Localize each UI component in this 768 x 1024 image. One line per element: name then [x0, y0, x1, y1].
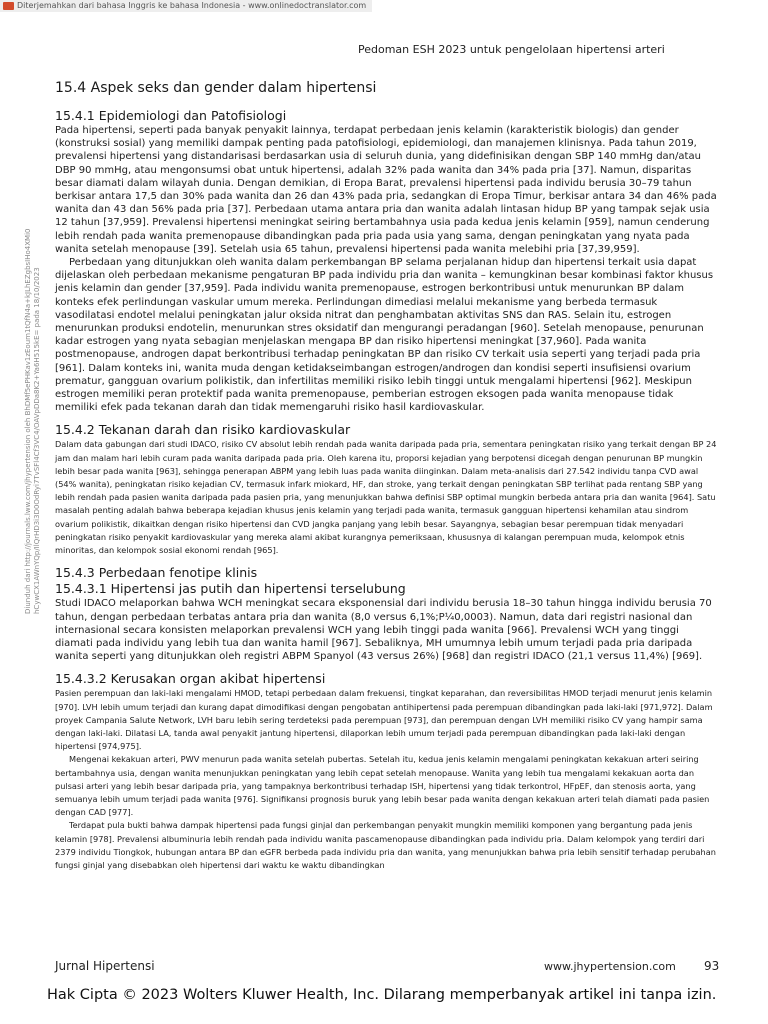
paragraph: Terdapat pula bukti bahwa dampak hipertensi pada fungsi ginjal dan perkembangan penyakit mungkin memiliki komponen yang bergantung pada jenis kelamin [978]. Prevalensi albuminuria lebih rendah pada individu wanita pascamenopause dibandingkan pada individu pria. Dalam kelompok yang terdiri dari 2379 individu Tiongkok, hubungan antara BP dan eGFR berbeda pada individu pria dan wanita, yang menunjukkan bahwa pria lebih sensitif terhadap perubahan fungsi ginjal yang disebabkan oleh hipertensi dari waktu ke waktu dibandingkan	[55, 820, 716, 870]
subsubsection-title: 15.4.3.2 Kerusakan organ akibat hipertensi	[55, 671, 326, 687]
article-body	[55, 78, 717, 872]
download-note: Diunduh dari http://journals.lww.com/jhypertension oleh BhDMf5ePHKav1zEoum1tQfN4a+kJLhEZgbsIHo4XMi0 hCywCX1AWnYQp/IlQrHD3i3D0OdRyi7TvSFl4Cf3VC4/OAVpDDa8K2+Ya6H515kE= pada 18/10/2023	[24, 228, 41, 614]
subsection-title: 15.4.2 Tekanan darah dan risiko kardiovaskular	[55, 422, 351, 438]
paragraph: Pada hipertensi, seperti pada banyak penyakit lainnya, terdapat perbedaan jenis kelamin (karakteristik biologis) dan gender (konstruksi sosial) yang memiliki dampak penting pada patofisiologi, epidemiologi, dan manajemen klinisnya. Pada tahun 2019, prevalensi hipertensi yang distandarisasi berdasarkan usia di seluruh dunia, yang didefinisikan dengan SBP 140 mmHg dan/atau DBP 90 mmHg, atau mengonsumsi obat untuk hipertensi, adalah 32% pada wanita dan 34% pada pria [37]. Namun, disparitas besar diamati dalam wilayah dunia. Dengan demikian, di Eropa Barat, prevalensi hipertensi pada individu berusia 30–79 tahun berkisar antara 17,5 dan 30% pada wanita dan 26 dan 43% pada pria, sedangkan di Eropa Timur, berkisar antara 34 dan 46% pada wanita dan 43 dan 56% pada pria [37]. Perbedaan utama antara pria dan wanita adalah lintasan hidup BP yang tampak sejak usia 12 tahun [37,959]. Prevalensi hipertensi meningkat seiring bertambahnya usia pada kedua jenis kelamin [959], namun cenderung lebih rendah pada wanita premenopause dibandingkan pada pria pada usia yang sama, dengan peningkatan yang nyata pada wanita setelah menopause [39]. Setelah usia 65 tahun, prevalensi hipertensi pada wanita melebihi pria [37,39,959].	[55, 125, 717, 255]
section-title: 15.4 Aspek seks dan gender dalam hipertensi	[55, 80, 377, 96]
footer-journal-url[interactable]: www.jhypertension.com	[544, 960, 676, 973]
paragraph: Pasien perempuan dan laki-laki mengalami HMOD, tetapi perbedaan dalam frekuensi, tingkat keparahan, dan reversibilitas HMOD terjadi menurut jenis kelamin [970]. LVH lebih umum terjadi dan kurang dapat dimodifikasi dengan pengobatan antihipertensi pada perempuan dibandingkan pada laki-laki [971,972]. Dalam proyek Campania Salute Network, LVH baru lebih sering terdeteksi pada perempuan [973], dan perempuan dengan LVH memiliki risiko CV yang hampir sama dengan laki-laki. Dilatasi LA, tanda awal penyakit jantung hipertensi, dilaporkan lebih umum terjadi pada perempuan dibandingkan pada laki-laki dengan hipertensi [974,975].	[55, 688, 713, 752]
paragraph: Dalam data gabungan dari studi IDACO, risiko CV absolut lebih rendah pada wanita daripada pada pria, sementara peningkatan risiko yang terkait dengan BP 24 jam dan malam hari lebih curam pada wanita daripada pada pria. Oleh karena itu, proporsi kejadian yang berpotensi dicegah dengan penurunan BP mungkin lebih besar pada wanita [963], sehingga penerapan ABPM yang lebih luas pada wanita diinginkan. Dalam meta-analisis dari 27.542 individu tanpa CVD awal (54% wanita), peningkatan risiko kejadian CV, termasuk infark miokard, HF, dan stroke, yang terkait dengan peningkatan SBP terlihat pada rentang SBP yang lebih rendah pada pasien wanita daripada pada pasien pria, yang menunjukkan bahwa definisi SBP optimal mungkin berbeda antara pria dan wanita [964]. Satu masalah penting adalah bahwa beberapa kejadian khusus jenis kelamin yang terjadi pada wanita, termasuk gangguan hipertensi kehamilan atau sindrom ovarium polikistik, dikaitkan dengan risiko hipertensi dan CVD jangka panjang yang lebih besar. Sayangnya, sebagian besar perempuan tidak menyadari peningkatan risiko penyakit kardiovaskular yang mereka alami akibat kurangnya pemeriksaan, khususnya di kalangan perempuan muda, kelompok etnis minoritas, dan kelompok sosial ekonomi rendah [965].	[55, 439, 717, 556]
page-number: 93	[704, 959, 720, 973]
paragraph: Studi IDACO melaporkan bahwa WCH meningkat secara eksponensial dari individu berusia 18–30 tahun hingga individu berusia 70 tahun, dengan perbedaan terbatas antara pria dan wanita (8,0 versus 6,1%;P¼0,0003). Namun, data dari registri nasional dan internasional secara konsisten melaporkan prevalensi WCH yang lebih tinggi pada wanita [966]. Prevalensi WCH yang tinggi diamati pada individu yang lebih tua dan wanita hamil [967]. Sebaliknya, MH umumnya lebih umum terjadi pada pria daripada wanita seperti yang ditunjukkan oleh registri ABPM Spanyol (43 versus 26%) [968] dan registri IDACO (21,1 versus 11,4%) [969].	[55, 598, 712, 663]
paragraph: Mengenai kekakuan arteri, PWV menurun pada wanita setelah pubertas. Setelah itu, kedua jenis kelamin mengalami peningkatan kekakuan arteri seiring bertambahnya usia, dengan wanita menunjukkan peningkatan yang lebih cepat setelah menopause. Wanita yang lebih tua mengalami kekakuan aorta dan pulsasi arteri yang lebih besar daripada pria, yang tampaknya berkontribusi terhadap ISH, hipertensi yang tidak terkontrol, HFpEF, dan stenosis aorta, yang semuanya lebih umum terjadi pada wanita [976]. Signifikansi prognosis buruk yang lebih besar pada wanita dengan kekakuan arteri telah diamati pada pasien dengan CAD [977].	[55, 754, 710, 818]
translation-banner[interactable]	[0, 0, 372, 12]
subsubsection-title: 15.4.3.1 Hipertensi jas putih dan hipertensi terselubung	[55, 581, 406, 597]
translator-logo-icon	[3, 2, 14, 10]
copyright-notice: Hak Cipta © 2023 Wolters Kluwer Health, Inc. Dilarang memperbanyak artikel ini tanpa izin.	[47, 987, 717, 1003]
subsection-title: 15.4.3 Perbedaan fenotipe klinis	[55, 565, 258, 581]
translation-banner-text[interactable]: Diterjemahkan dari bahasa Inggris ke bahasa Indonesia - www.onlinedoctranslator.com	[17, 1, 367, 10]
paragraph: Perbedaan yang ditunjukkan oleh wanita dalam perkembangan BP selama perjalanan hidup dan hipertensi terkait usia dapat dijelaskan oleh perbedaan mekanisme pengaturan BP pada individu pria dan wanita – kemungkinan besar kombinasi faktor khusus jenis kelamin dan gender [37,959]. Pada individu wanita premenopause, estrogen berkontribusi untuk menurunkan BP dalam konteks efek perlindungan vaskular umum mereka. Perlindungan dimediasi melalui mekanisme yang berbeda termasuk vasodilatasi endotel melalui peningkatan jalur oksida nitrat dan penghambatan aktivitas SNS dan RAS. Selain itu, estrogen menurunkan produksi endotelin, menurunkan stres oksidatif dan mengurangi peradangan [960]. Setelah menopause, penurunan kadar estrogen yang nyata sebagian menjelaskan mengapa BP dan risiko hipertensi meningkat [37,960]. Pada wanita postmenopause, androgen dapat berkontribusi terhadap peningkatan BP dan risiko CV terkait usia seperti yang terjadi pada pria [961]. Dalam konteks ini, wanita muda dengan ketidakseimbangan estrogen/androgen dan kondisi seperti insufisiensi ovarium prematur, gangguan ovarium polikistik, dan infertilitas memiliki risiko lebih tinggi untuk mengalami hipertensi [962]. Meskipun estrogen memiliki peran protektif pada wanita premenopause, pemberian estrogen eksogen pada wanita menopause tidak memiliki efek pada tekanan darah dan tidak memengaruhi risiko hasil kardiovaskular.	[55, 257, 714, 414]
footer-journal-name: Jurnal Hipertensi	[55, 959, 155, 973]
subsection-title: 15.4.1 Epidemiologi dan Patofisiologi	[55, 108, 287, 123]
running-title: Pedoman ESH 2023 untuk pengelolaan hipertensi arteri	[358, 43, 665, 56]
